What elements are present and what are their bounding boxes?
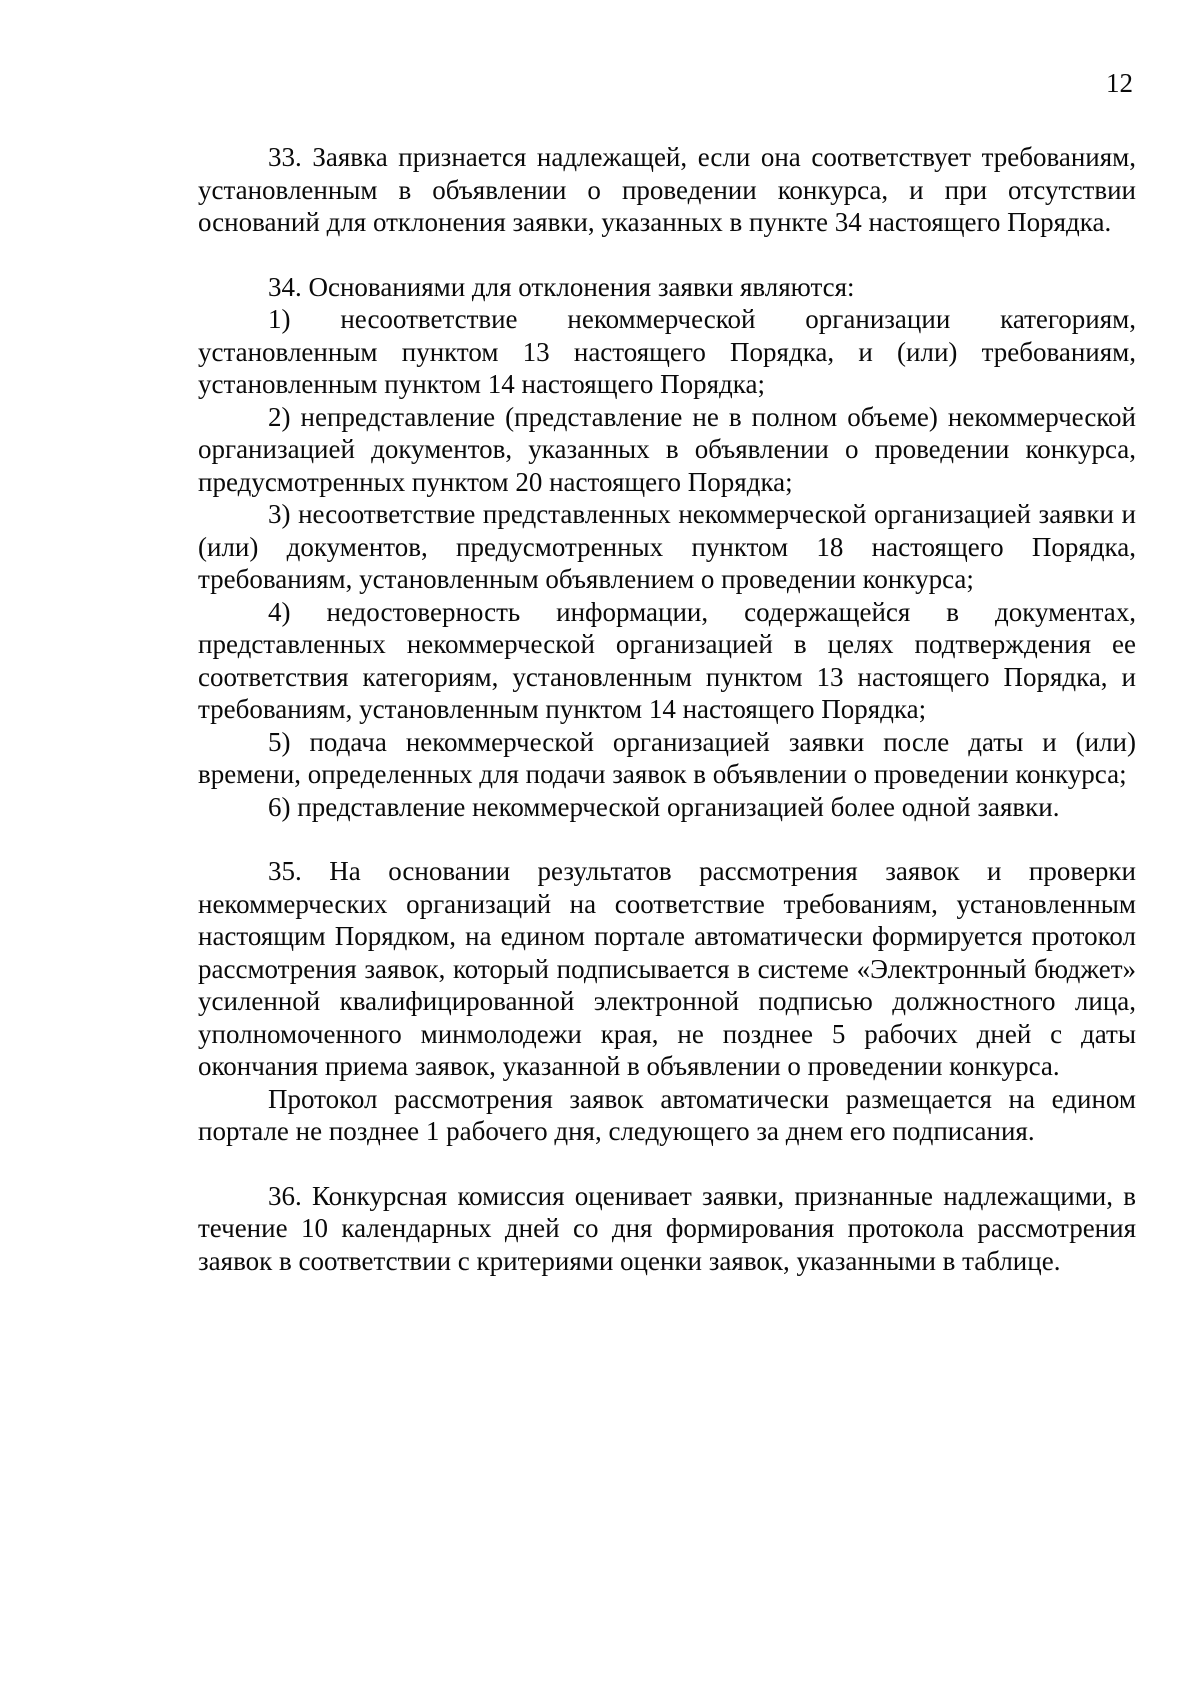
paragraph-34-item-1: 1) несоответствие некоммерческой организации категориям, установленным пунктом 13 настоящего Порядка, и (или) требованиям, установленным пунктом 14 настоящего Порядка;	[198, 304, 1136, 399]
paragraph-34-intro: 34. Основаниями для отклонения заявки являются:	[268, 271, 855, 302]
paragraph-34-item-4: 4) недостоверность информации, содержащейся в документах, представленных некоммерческой организацией в целях подтверждения ее соответствия категориям, установленным пунктом 13 настоящего Порядка, и требованиям, установленным пунктом 14 настоящего Порядка;	[198, 596, 1136, 724]
paragraph-34-item-2: 2) непредставление (представление не в полном объеме) некоммерческой организацией документов, указанных в объявлении о проведении конкурса, предусмотренных пунктом 20 настоящего Порядка;	[198, 401, 1136, 497]
page-number: 12	[1106, 68, 1133, 98]
paragraph-35-second: Протокол рассмотрения заявок автоматически размещается на едином портале не позднее 1 рабочего дня, следующего за днем его подписания.	[198, 1083, 1136, 1146]
paragraph-35: 35. На основании результатов рассмотрения заявок и проверки некоммерческих организаций на соответствие требованиям, установленным настоящим Порядком, на едином портале автоматически формируется протокол рассмотрения заявок, который подписывается в системе «Электронный бюджет» усиленной квалифицированной электронной подписью должностного лица, уполномоченного минмолодежи края, не позднее 5 рабочих дней с даты окончания приема заявок, указанной в объявлении о проведении конкурса.	[198, 856, 1136, 1081]
document-body	[198, 141, 1136, 1277]
paragraph-36: 36. Конкурсная комиссия оценивает заявки, признанные надлежащими, в течение 10 календарных дней со дня формирования протокола рассмотрения заявок в соответствии с критериями оценки заявок, указанными в таблице.	[198, 1180, 1136, 1276]
paragraph-spacer	[198, 1148, 1136, 1180]
paragraph-34-item-5: 5) подача некоммерческой организацией заявки после даты и (или) времени, определенных для подачи заявок в объявлении о проведении конкурса;	[198, 726, 1136, 789]
paragraph-34-item-6: 6) представление некоммерческой организацией более одной заявки.	[268, 791, 1060, 822]
paragraph-spacer	[198, 823, 1136, 855]
paragraph-34-item-3: 3) несоответствие представленных некоммерческой организацией заявки и (или) документов, предусмотренных пунктом 18 настоящего Порядка, требованиям, установленным объявлением о проведении конкурса;	[198, 499, 1136, 594]
paragraph-spacer	[198, 239, 1136, 271]
paragraph-33: 33. Заявка признается надлежащей, если она соответствует требованиям, установленным в объявлении о проведении конкурса, и при отсутствии оснований для отклонения заявки, указанных в пункте 34 настоящего Порядка.	[198, 142, 1136, 237]
